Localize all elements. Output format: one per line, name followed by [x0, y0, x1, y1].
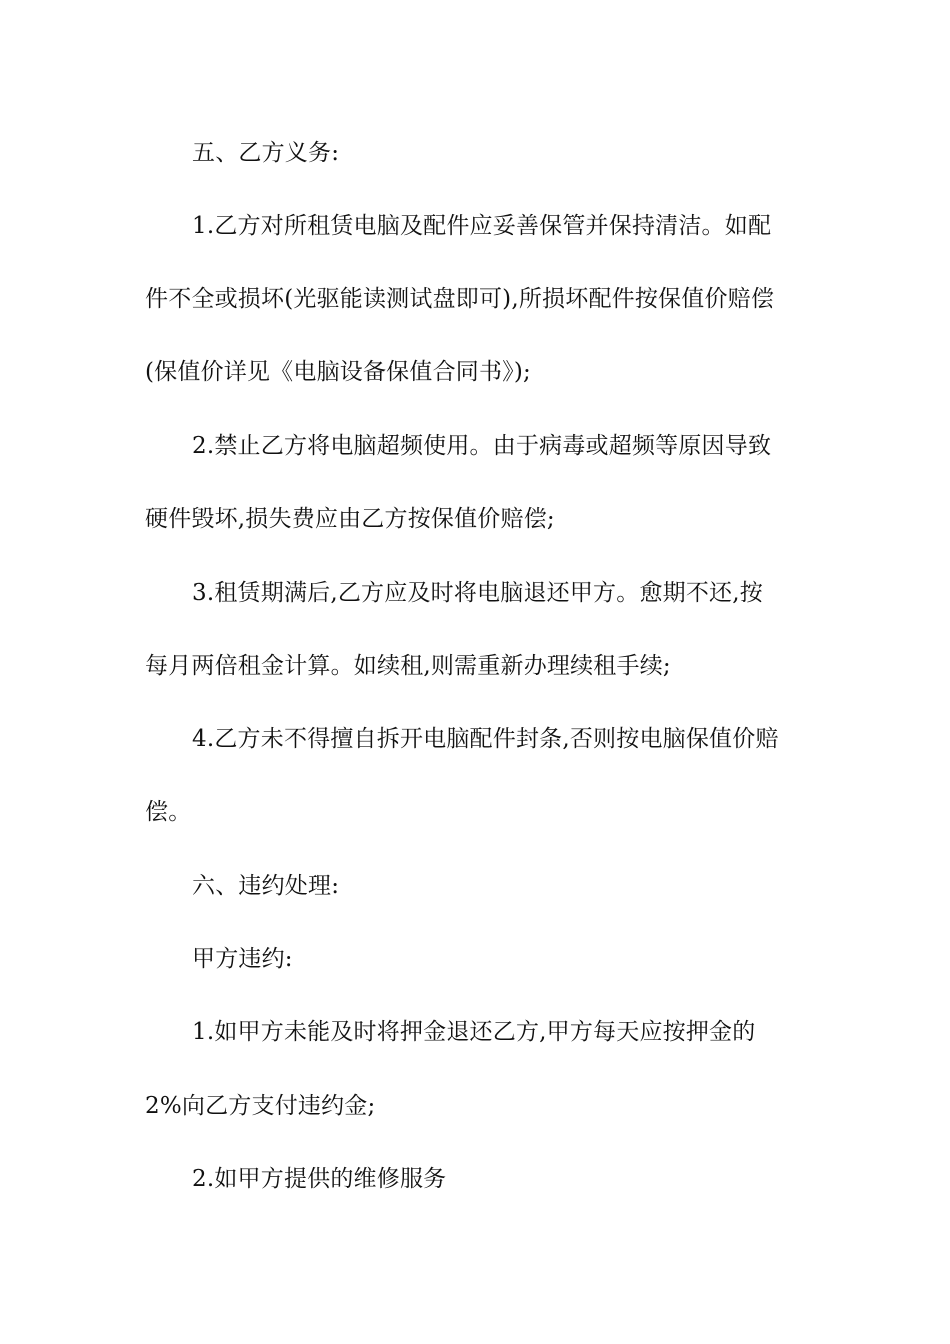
paragraph-line: 2%向乙方支付违约金;	[145, 1093, 376, 1119]
paragraph-line: 1.乙方对所租赁电脑及配件应妥善保管并保持清洁。如配	[192, 213, 772, 239]
paragraph-line: (保值价详见《电脑设备保值合同书》);	[145, 359, 531, 385]
paragraph-line: 4.乙方未不得擅自拆开电脑配件封条,否则按电脑保值价赔	[192, 726, 779, 752]
paragraph-line: 2.禁止乙方将电脑超频使用。由于病毒或超频等原因导致	[192, 433, 772, 459]
paragraph-line: 偿。	[145, 799, 192, 825]
paragraph-line: 每月两倍租金计算。如续租,则需重新办理续租手续;	[145, 653, 671, 679]
paragraph-line: 硬件毁坏,损失费应由乙方按保值价赔偿;	[145, 506, 555, 532]
paragraph-line: 2.如甲方提供的维修服务	[192, 1166, 447, 1192]
section-heading-5: 五、乙方义务:	[192, 140, 340, 166]
subheading: 甲方违约:	[192, 946, 293, 972]
paragraph-line: 3.租赁期满后,乙方应及时将电脑退还甲方。愈期不还,按	[192, 580, 763, 606]
section-heading-6: 六、违约处理:	[192, 873, 340, 899]
paragraph-line: 件不全或损坏(光驱能读测试盘即可),所损坏配件按保值价赔偿	[145, 286, 775, 312]
paragraph-line: 1.如甲方未能及时将押金退还乙方,甲方每天应按押金的	[192, 1019, 756, 1045]
